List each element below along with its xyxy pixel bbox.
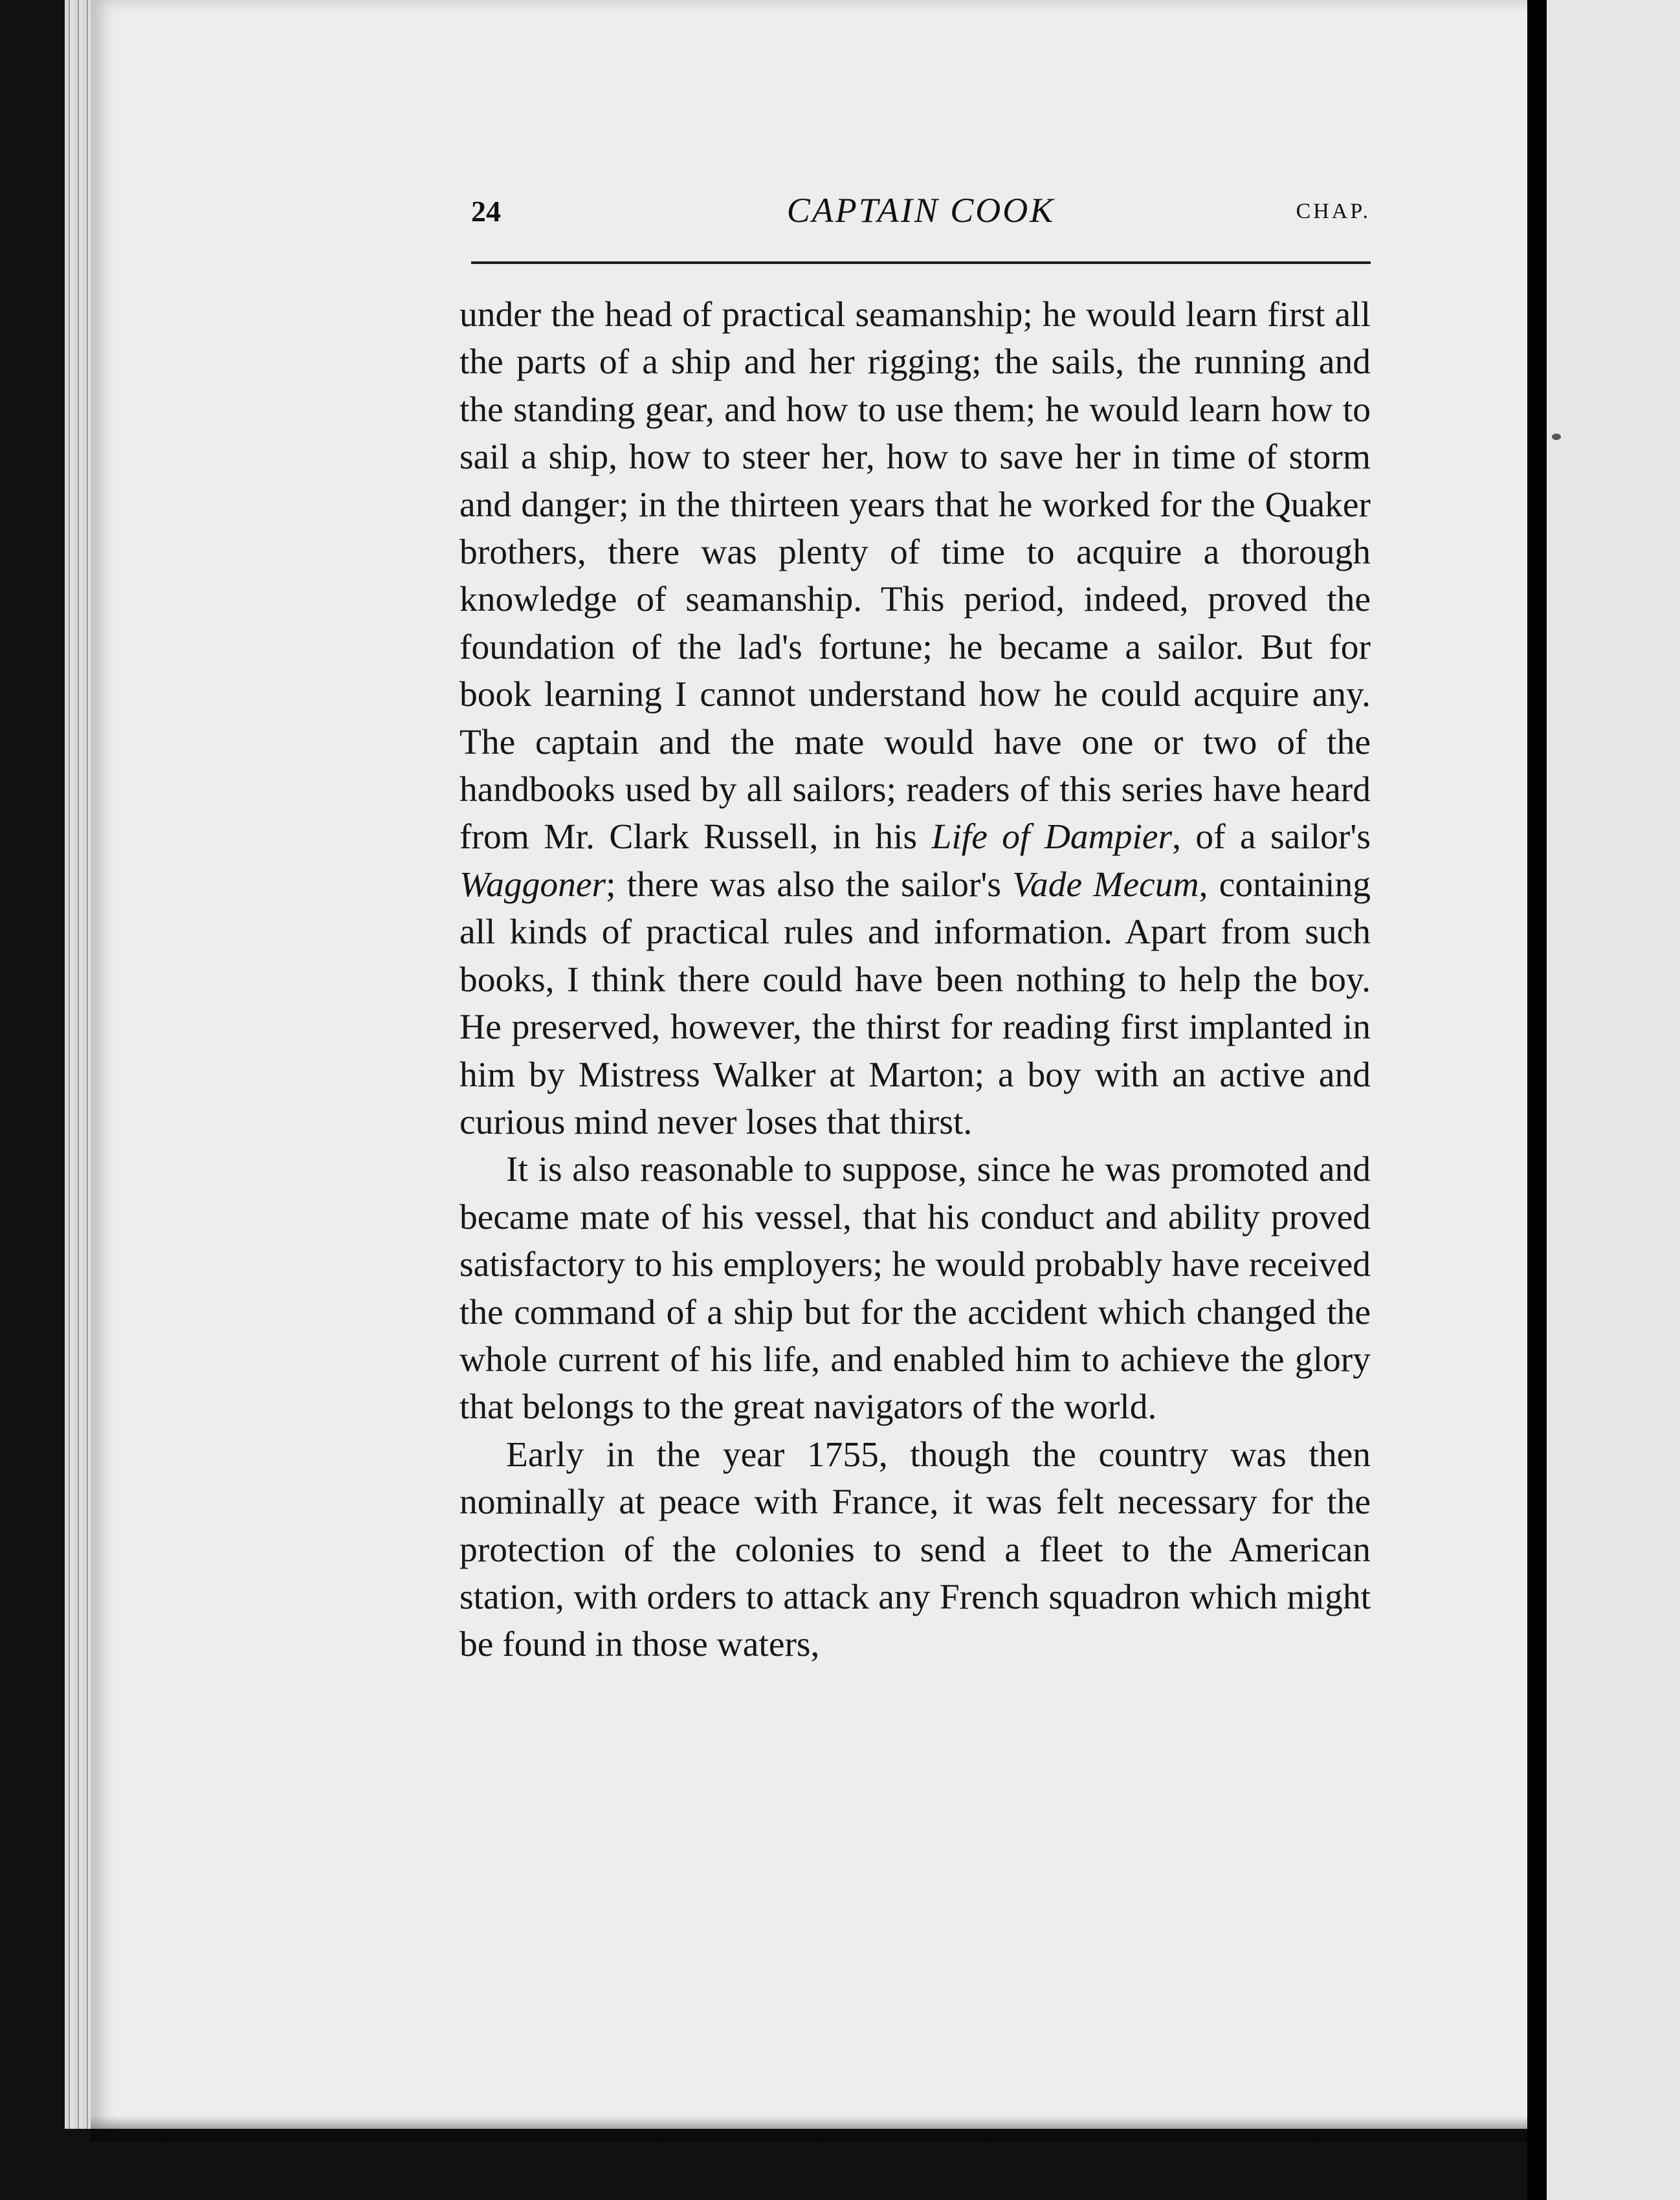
book-title-italic: Waggoner bbox=[459, 864, 606, 905]
ink-speck bbox=[1552, 434, 1561, 440]
book-gutter bbox=[1527, 0, 1547, 2200]
text-run: , containing all kinds of practical rules and information. Apart from such books, I think there could have been nothing to help the boy. He preserved, however, the thirst for reading first implanted in him by Mistress Walker at Marton; a boy with an active and curious mind never loses that thirst. bbox=[459, 864, 1371, 1142]
facing-page-edge bbox=[1547, 0, 1680, 2200]
book-title-italic: Vade Mecum bbox=[1012, 864, 1199, 905]
page-bottom-shadow bbox=[91, 2116, 1540, 2142]
running-title: CAPTAIN COOK bbox=[786, 191, 1056, 230]
paragraph bbox=[459, 1146, 1371, 1431]
text-run: Early in the year 1755, though the country was then nominally at peace with France, it was felt necessary for the protection of the colonies to send a fleet to the American station, with orders to attack any French squadron which might be found in those waters, bbox=[459, 1435, 1371, 1665]
text-run: , of a sailor's bbox=[1172, 817, 1371, 857]
chapter-abbreviation: CHAP. bbox=[1296, 199, 1371, 223]
text-run: It is also reasonable to suppose, since he was promoted and became mate of his vessel, that his conduct and ability proved satisfactory to his employers; he would probably have received the command of a ship but for the accident which changed the whole current of his life, and enabled him to achieve the glory that belongs to the great navigators of the world. bbox=[459, 1150, 1371, 1427]
paragraph bbox=[459, 291, 1371, 1146]
header-rule bbox=[471, 261, 1371, 264]
text-run: ; there was also the sailor's bbox=[606, 864, 1013, 905]
running-header bbox=[471, 191, 1371, 272]
book-title-italic: Life of Dampier bbox=[931, 817, 1173, 857]
paragraph bbox=[459, 1431, 1371, 1669]
page-number: 24 bbox=[471, 195, 501, 228]
text-run: under the head of practical seamanship; he would learn first all the parts of a ship and her rigging; the sails, the running and the standing gear, and how to use them; he would learn how to sail a ship, how to steer her, how to save her in time of storm and danger; in the thirteen years that he worked for the Quaker brothers, there was plenty of time to acquire a thorough knowledge of seamanship. This period, indeed, proved the foundation of the lad's fortune; he became a sailor. But for book learning I cannot understand how he could acquire any. The captain and the mate would have one or two of the handbooks used by all sailors; readers of this series have heard from Mr. Clark Russell, in his bbox=[459, 295, 1371, 857]
body-text bbox=[459, 291, 1371, 1669]
